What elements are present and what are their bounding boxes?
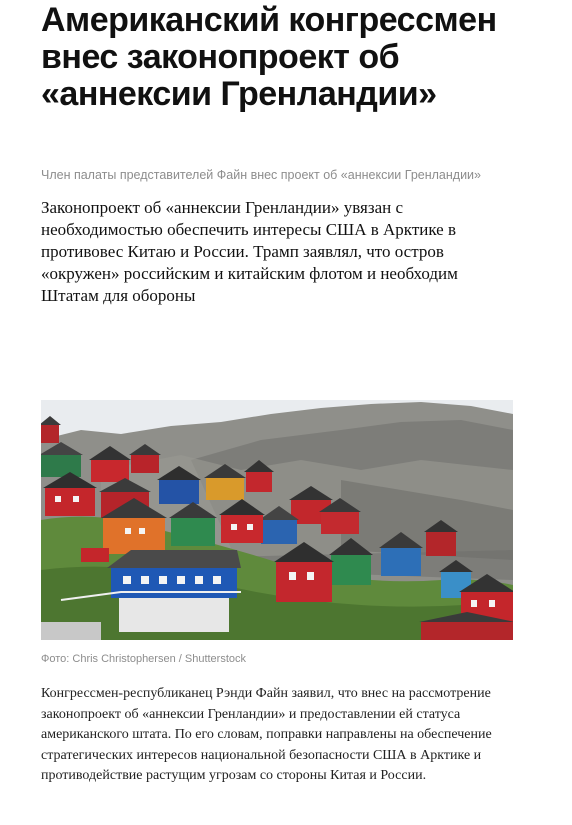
article-lead: Законопроект об «аннексии Гренландии» увязан с необходимостью обеспечить интересы США в Арктике в противовес Китаю и России. Трамп заявлял, что остров «окружен» российским и китайским флотом и необходим Штатам для обороны [41,198,458,305]
article-photo [41,400,513,640]
article-headline: Американский конгрессмен внес законопроект об «аннексии Гренландии» [41,1,497,113]
article-body: Конгрессмен-республиканец Рэнди Файн заявил, что внес на рассмотрение законопроект об «аннексии Гренландии» и предоставлении ей статуса американского штата. По его словам, поправки направлены на обеспечение стратегических интересов национальной безопасности США в Арктике и противодействие растущим угрозам со стороны Китая и России. [41,686,492,783]
photo-caption: Фото: Chris Christophersen / Shutterstock [41,653,247,665]
article-subtitle: Член палаты представителей Файн внес проект об «аннексии Гренландии» [41,168,481,182]
